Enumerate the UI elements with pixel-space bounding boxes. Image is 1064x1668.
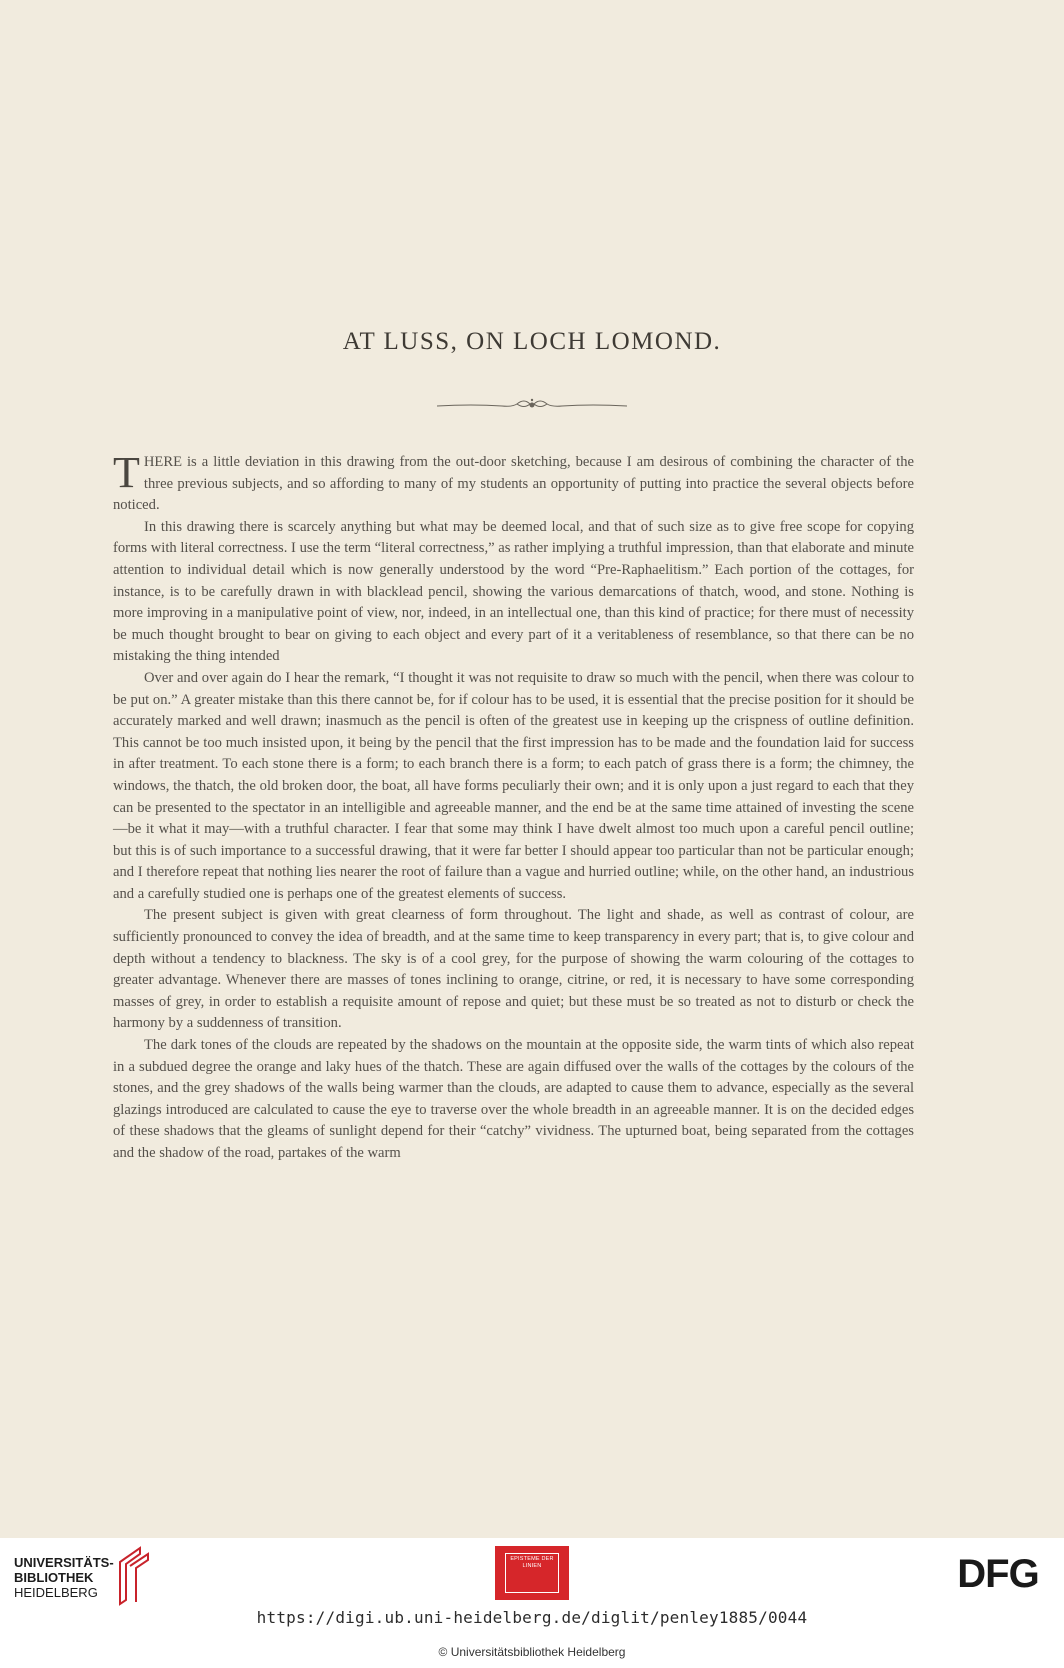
dfg-logo-icon[interactable]	[946, 1553, 1050, 1591]
uni-line-1: UNIVERSITÄTS-	[14, 1555, 114, 1570]
copyright-notice: © Universitätsbibliothek Heidelberg	[438, 1645, 626, 1659]
paragraph: The dark tones of the clouds are repeated by the shadows on the mountain at the opposite side, the warm tints of which also repeat in a subdued degree the orange and laky hues of the thatch. These are again diffused over the walls of the cottages by the colours of the stones, and the grey shadows of the walls being warmer than the clouds, are adapted to cause them to advance, especially as the several glazings introduced are calculated to cause the eye to traverse over the whole breadth in an agreeable manner. It is on the decided edges of these shadows that the gleams of sunlight depend for their “catchy” vividness. The upturned boat, being separated from the cottages and the shadow of the road, partakes of the warm	[113, 1037, 914, 1161]
episteme-logo[interactable]	[495, 1546, 569, 1600]
university-library-logo[interactable]	[14, 1555, 114, 1600]
drop-cap: T	[113, 448, 140, 497]
university-mark-icon	[112, 1544, 152, 1606]
article-body	[113, 448, 914, 1165]
paragraph: The present subject is given with great clearness of form throughout. The light and shade, as well as contrast of colour, are sufficiently pronounced to convey the idea of breadth, and at the same time to keep transparency in every part; that is, to give colour and depth without a tendency to blackness. The sky is of a cool grey, for the purpose of showing the warm colouring of the cottages to greater advantage. Whenever there are masses of tones inclining to orange, citrine, or red, it is necessary to have some corresponding masses of grey, in order to establish a requisite amount of repose and quiet; but these must be so treated as not to disturb or check the harmony by a suddenness of transition.	[113, 907, 914, 1032]
ornament-divider-icon	[432, 396, 632, 414]
paragraph-text: HERE is a little deviation in this drawing from the out-door sketching, because I am desirous of combining the character of the three previous subjects, and so affording to many of my students an opportunity of putting into practice the several objects before noticed.	[113, 454, 914, 514]
paragraph	[113, 448, 914, 517]
permalink-url[interactable]: https://digi.ub.uni-heidelberg.de/diglit/penley1885/0044	[256, 1608, 808, 1627]
uni-line-2: BIBLIOTHEK	[14, 1570, 94, 1585]
paragraph: Over and over again do I hear the remark, “I thought it was not requisite to draw so much with the pencil, when there was colour to be put on.” A greater mistake than this there cannot be, for if colour has to be used, it is essential that the precise position for it should be accurately marked and well drawn; inasmuch as the pencil is often of the greatest use in keeping up the crispness of outline definition. This cannot be too much insisted upon, it being by the pencil that the first impression has to be made and the foundation laid for success in after treatment. To each stone there is a form; to each branch there is a form; to each patch of grass there is a form; the chimney, the windows, the thatch, the old broken door, the boat, all have forms peculiarly their own; and it is only upon a just regard to each that they can be presented to the spectator in an intelligible and agreeable manner, and the end be at the same time attained of investing the scene—be it what it may—with a truthful character. I fear that some may think I have dwelt almost too much upon a careful pencil outline; but this is of such importance to a successful drawing, that it were far better I should appear too particular than not be particular enough; and I therefore repeat that nothing lies nearer the root of failure than a vague and hurried outline; while, on the other hand, an industrious and a carefully studied one is perhaps one of the greatest elements of success.	[113, 669, 914, 902]
dfg-text: DFG	[957, 1553, 1039, 1591]
paragraph: In this drawing there is scarcely anything but what may be deemed local, and that of such size as to give free scope for copying forms with literal correctness. I use the term “literal correctness,” as rather implying a truthful impression, than that elaborate and minute attention to individual detail which is now generally understood by the word “Pre-Raphaelitism.” Each portion of the cottages, for instance, is to be carefully drawn in with blacklead pencil, showing the various demarcations of thatch, wood, and stone. Nothing is more improving in a manipulative point of view, nor, indeed, in an intellectual one, than this kind of practice; for there must of necessity be much thought brought to bear on giving to each object and every part of it a veritableness of resemblance, so that there can be no mistaking the thing intended	[113, 518, 914, 665]
page-title: AT LUSS, ON LOCH LOMOND.	[342, 328, 722, 355]
episteme-logo-text: EPISTEME DER LINIEN	[505, 1553, 559, 1593]
uni-line-3: HEIDELBERG	[14, 1585, 98, 1600]
